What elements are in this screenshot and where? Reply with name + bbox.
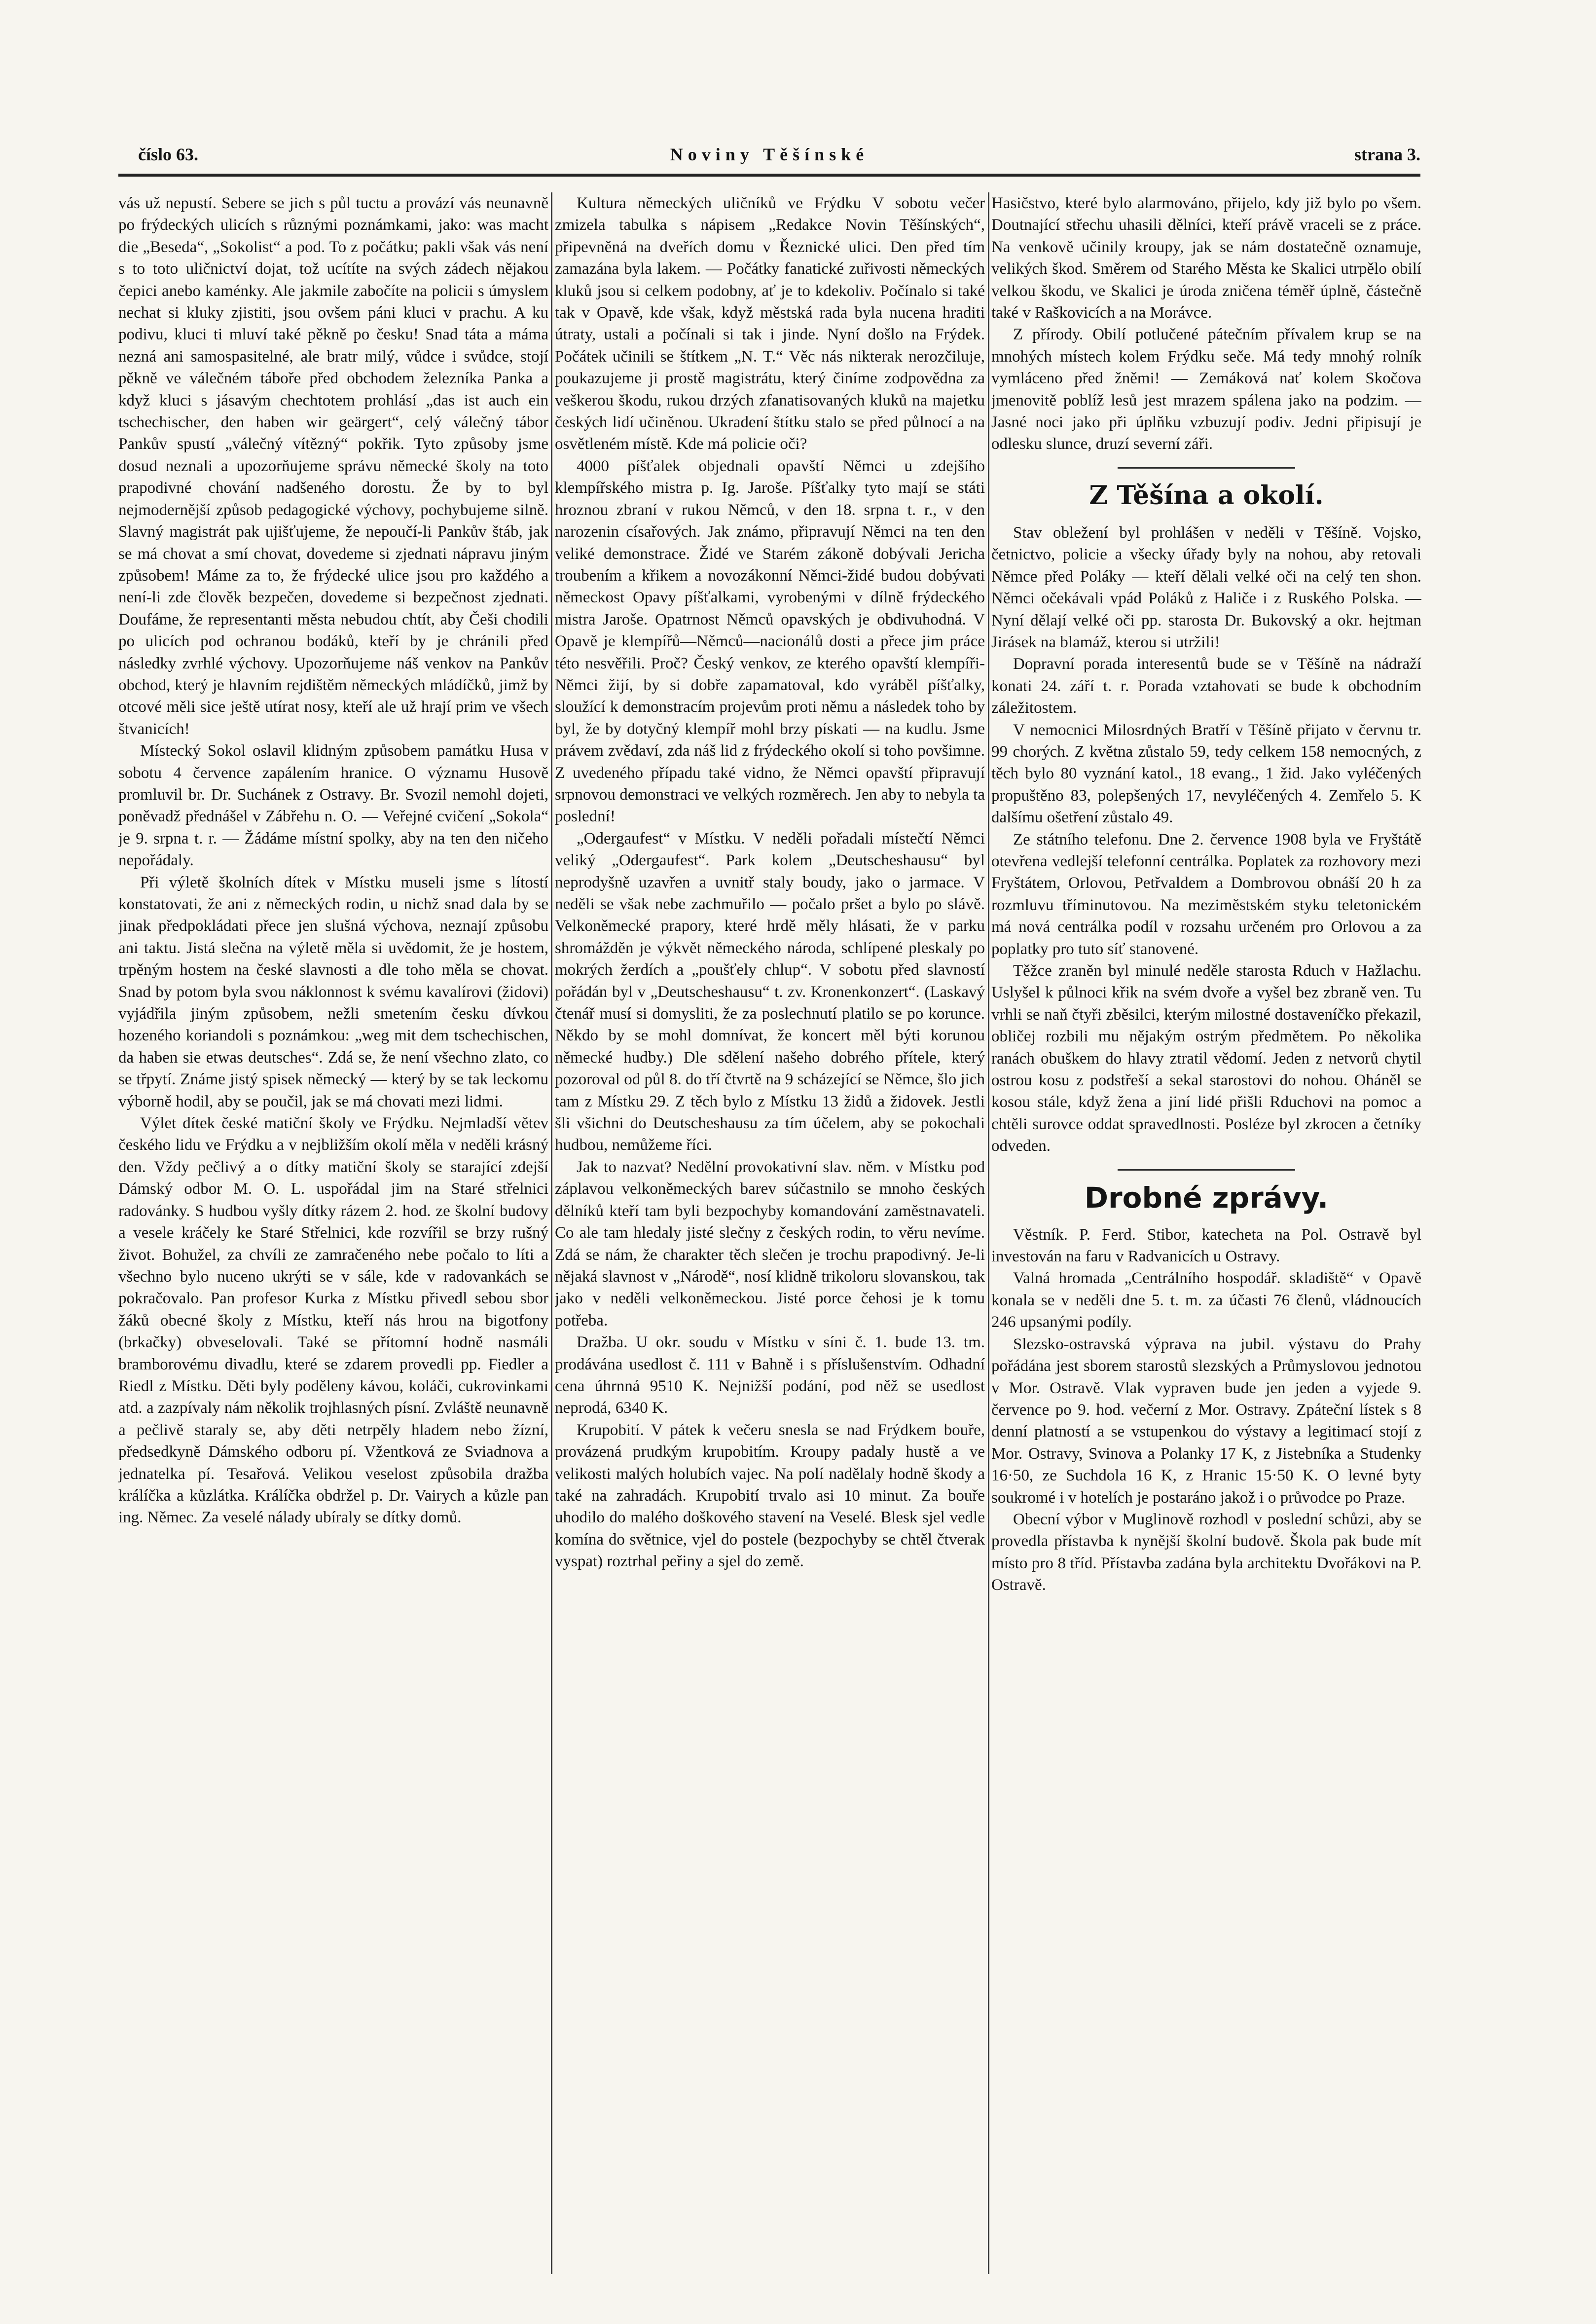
article-paragraph: Dopravní porada interesentů bude se v Těšíně na nádraží konati 24. září t. r. Porada vztahovati se bude k obchodním záležitostem.	[991, 655, 1421, 717]
article-paragraph: V nemocnici Milosrdných Bratří v Těšíně přijato v červnu tr. 99 chorých. Z května zůstalo 59, tedy celkem 158 nemocných, z těch bylo 80 vyznání katol., 18 evang., 1 žid. Jako vyléčených propuštěno 83, polepšených 17, nevyléčených 4. Zemřelo 5. K dalšímu ošetření zůstalo 49.	[991, 721, 1421, 827]
column-divider	[988, 192, 989, 2274]
section-heading-drobne: Drobné zprávy.	[1084, 1180, 1329, 1215]
article-paragraph: Výlet dítek české matiční školy ve Frýdku. Nejmladší větev českého lidu ve Frýdku a v nejbližším okolí měla v neděli krásný den. Vždy pečlivý a o dítky matiční školy se starající zdejší Dámský odbor M. O. L. uspořádal jim na Staré střelnici radovánky. S hudbou vyšly dítky rázem 2. hod. ze školní budovy a vesele kráčely ke Staré Střelnici, kde rozvířil se brzy rušný život. Bohužel, za chvíli ze zamračeného nebe počalo to líti a všechno bylo nuceno ukrýti se v sále, kde v radovankách se pokračovalo. Pan profesor Kurka z Místku přivedl sebou sbor žáků obecné školy z Místku, kteří nás hrou na bigotfony (brkačky) obveselovali. Také se přítomní hodně nasmáli bramborovému divadlu, které se zdarem provedli pp. Fiedler a Riedl z Místku. Děti byly poděleny kávou, koláči, cukrovinkami atd. a zazpívaly nám několik trojhlasných písní. Zvláště neunavně a pečlivě staraly se, aby děti netrpěly hladem nebo žízní, předsedkyně Dámského odboru pí. Vžentková ze Sviadnova a jednatelka pí. Tesařová. Velikou veselost způsobila dražba králíčka a kůzlátka. Králíčka obdržel p. Dr. Vairych a kůzle pan ing. Němec. Za veselé nálady ubíraly se dítky domů.	[118, 1114, 548, 1527]
article-paragraph: Věstník. P. Ferd. Stibor, katecheta na Pol. Ostravě byl investován na faru v Radvanicích u Ostravy.	[991, 1225, 1421, 1266]
column-1	[118, 192, 548, 2284]
section-rule	[1118, 1169, 1295, 1171]
column-divider	[551, 192, 552, 2274]
column-3	[991, 192, 1421, 2284]
article-paragraph: Při výletě školních dítek v Místku museli jsme s lítostí konstatovati, že ani z německých rodin, u nichž snad dala by se jinak předpokládati přece jen slušná výchova, neznají způsobu ani taktu. Jistá slečna na výletě měla si uvědomit, že je hostem, trpěným hostem na české slavnosti a dle toho měla se chovat. Snad by potom byla svou náklonnost k svému kavalírovi (židovi) vyjádřila jiným způsobem, nežli smetením česku dívkou hozeného koriandoli s poznámkou: „weg mit dem tschechischen, da haben sie etwas deutsches“. Zdá se, že není všechno zlato, co se třpytí. Známe jistý spisek německý — který by se tak leckomu výborně hodil, aby se poučil, jak se má chovati mezi lidmi.	[118, 873, 548, 1110]
article-paragraph: Ze státního telefonu. Dne 2. července 1908 byla ve Fryštátě otevřena vedlejší telefonní centrálka. Poplatek za rozhovory mezi Fryštátem, Orlovou, Petřvaldem a Dombrovou obnáší 20 h za rozmluvu tříminutovou. Na meziměstském styku teletonickém má nová centrálka podíl v rozsahu určeném pro Orlovou a za poplatky pro tuto síť stanovené.	[991, 830, 1421, 958]
article-paragraph: Slezsko-ostravská výprava na jubil. výstavu do Prahy pořádána jest sborem starostů slezských a Průmyslovou jednotou v Mor. Ostravě. Vlak vypraven bude jen jeden a vyjede 9. července po 9. hod. večerní z Mor. Ostravy. Zpáteční lístek s 8 denní platností a se vstupenkou do výstavy a legitimací stojí z Mor. Ostravy, Svinova a Polanky 17 K, z Jistebníka a Studenky 16·50, ze Suchdola 16 K, z Hranic 15·50 K. O levné byty soukromé i v hotelích je postaráno jakož i o průvodce po Praze.	[991, 1335, 1421, 1507]
article-paragraph: Krupobití. V pátek k večeru snesla se nad Frýdkem bouře, provázená prudkým krupobitím. Kroupy padaly hustě a ve velikosti malých holubích vajec. Na polí nadělaly hodně škody a také na zahradách. Krupobití trvalo asi 10 minut. Za bouře uhodilo do malého doškového stavení na Veselé. Blesk sjel vedle komína do světnice, vjel do postele (bezpochyby se chtěl čtverak vyspat) roztrhal peřiny a sjel do země.	[555, 1421, 985, 1571]
article-paragraph: Z přírody. Obilí potlučené pátečním přívalem krup se na mnohých místech kolem Frýdku seče. Má tedy mnohý rolník vymláceno před žněmi! — Zemáková nať kolem Skočova jmenovitě poblíž lesů jest mrazem spálena jako na podzim. — Jasné noci jako při úplňku vzbuzují podiv. Jedni připisují je odlesku slunce, druzí severní záři.	[991, 326, 1421, 453]
article-paragraph: Hasičstvo, které bylo alarmováno, přijelo, kdy již bylo po všem. Doutnající střechu uhasili dělníci, kteří právě vraceli se z práce. Na venkově učinily kroupy, jak se nám dostatečně oznamuje, velikých škod. Směrem od Starého Města ke Skalici utrpělo obilí velkou škodu, ve Skalici je úroda zničena téměř úplně, částečně také v Raškovicích a na Morávce.	[991, 194, 1421, 322]
column-2	[555, 192, 985, 2284]
article-paragraph: „Odergaufest“ v Místku. V neděli pořadali místečtí Němci veliký „Odergaufest“. Park kolem „Deutscheshausu“ byl neprodyšně uzavřen a uvnitř staly boudy, jako o jarmace. V neděli se však nebe zachmuřilo — počalo pršet a bylo po slávě. Velkoněmecké prapory, které hrdě měly hlásati, že v parku shromážděn je výkvět německého národa, schlípené pleskaly po mokrých žerdích a „poušťely chlup“. V sobotu před slavností pořádán byl v „Deutscheshausu“ t. zv. Kronenkonzert“. (Laskavý čtenář musí si domysliti, že za poslechnutí platilo se po koruncе. Někdo by se mohl domnívat, že koncert měl býti korunou německé hudby.) Dle sdělení našeho dobrého přítele, který pozoroval od půl 8. do tří čtvrtě na 9 scházející se Němce, šlo jich tam z Místku 29. Z těch bylo z Místku 13 židů a židovek. Jestli šli všichni do Deutscheshausu za tím účelem, aby se pokochali hudbou, nemůžeme říci.	[555, 829, 985, 1154]
page-number: strana 3.	[1354, 145, 1420, 164]
article-paragraph: Dražba. U okr. soudu v Místku v síni č. 1. bude 13. tm. prodávána usedlost č. 111 v Bahně i s příslušenstvím. Odhadní cena úhrnná 9510 K. Nejnižší podání, pod něž se usedlost neprodá, 6340 K.	[555, 1333, 985, 1417]
page-header	[118, 144, 1420, 174]
issue-number: číslo 63.	[138, 145, 198, 164]
article-paragraph: Místecký Sokol oslavil klidným způsobem památku Husa v sobotu 4 července zapálením hranice. O významu Husově promluvil br. Dr. Suchánek z Ostravy. Br. Svozil nemohl dojeti, poněvadž přednášel v Zábřehu n. O. — Veřejné cvičení „Sokola“ je 9. srpna t. r. — Žádáme místní spolky, aby na ten den ničeho nepořádaly.	[118, 742, 548, 870]
section-rule	[1118, 467, 1295, 469]
section-heading-tesin: Z Těšína a okolí.	[1089, 480, 1324, 511]
newspaper-title: Noviny Těšínské	[670, 145, 869, 164]
article-paragraph: vás už nepustí. Sebere se jich s půl tuctu a provází vás neunavně po frýdeckých ulicích s různými poznámkami, jako: was macht die „Beseda“, „Sokolist“ a pod. To z počátku; pakli však vás není s to toto uličnictví dojat, tož ucítíte na svých zádech nějakou čepici anebo kaménky. Ale jakmile zabočíte na policii s úmyslem nechat si kluky zjistiti, jsou ovšem páni kluci v prachu. A ku podivu, kluci ti mluví také pěkně po česku! Snad táta a máma nezná ani samospasitelné, ale bratr milý, vůdce i svůdce, stojí pěkně ve válečném táboře před obchodem železníka Panka a když kluci s jásavým chechtotem prohlásí „das ist auch ein tschechischer, den haben wir geärgert“, celý válečný tábor Pankův spustí „válečný vítězný“ pokřik. Tyto způsoby jsme dosud neznali a upozorňujeme správu německé školy na toto prapodivné chování nadšeného dorostu. Že by to byl nejmodernější způsob pedagogické výchovy, pochybujeme silně. Slavný magistrát pak ujišťujeme, že nepoučí-li Pankův štáb, jak se má chovat a smí chovat, dovedeme si zjednati nápravu jiným způsobem! Máme za to, že frýdecké ulice jsou pro každého a není-li zde člověk bezpečen, dovedeme si bezpečnost zjednati. Doufáme, že representanti města nebudou chtít, aby Češi chodili po ulicích pod ochranou bodáků, kteří by je chránili před následky zvrhlé výchovy. Upozorňujeme náš venkov na Pankův obchod, který je hlavním rejdištěm německých mládíčků, jimž by otcové měli sice ještě utírat nosy, kteří ale už hrají prim ve všech štvanicích!	[118, 194, 548, 738]
article-paragraph: Stav obležení byl prohlášen v neděli v Těšíně. Vojsko, četnictvo, policie a všecky úřady byly na nohou, aby retovali Němce před Poláky — kteří dělali velké oči na celý ten shon. Němci očekávali vpád Poláků z Haliče i z Ruského Polska. — Nyní dělají velké oči pp. starosta Dr. Bukovský a okr. hejtman Jirásek na blamáž, kterou si utržili!	[991, 523, 1421, 651]
article-paragraph: 4000 píšťalek objednali opavští Němci u zdejšího klempířského mistra p. Ig. Jaroše. Píšťalky tyto mají se státi hroznou zbraní v rukou Němců, v den 18. srpna t. r., v den narozenin císařových. Jak známo, připravují Němci na ten den veliké demonstrace. Židé ve Starém zákoně dobývali Jericha troubením a křikem a novozákonní Němci-židé budou dobývati německost Opavy píšťalkami, vyrobenými v dílně frýdeckého mistra Jaroše. Opatrnost Němců opavských je obdivuhodná. V Opavě je klempířů—Němců—nacionálů dosti a přece jim práce této nesvěřili. Proč? Český venkov, ze kterého opavští klempíři-Němci žijí, by si dobře zapamatoval, kdo vyráběl píšťalky, sloužící k demonstracím projevům proti němu a následek toho by byl, že by dotyčný klempíř mohl brzy pískati — na kudlu. Jsme právem zvědaví, zda náš lid z frýdeckého okolí si toho povšimne. Z uvedeného případu také vidno, že Němci opavští připravují srpnovou demonstraci ve velkých rozměrech. Jen aby to nebyla ta poslední!	[555, 457, 985, 826]
article-paragraph: Jak to nazvat? Nedělní provokativní slav. něm. v Místku pod záplavou velkoněmeckých barev súčastnilo se mnoho českých dělníků kteří tam byli bezpochyby komandování zaměstnavateli. Co ale tam hledaly jisté slečny z českých rodin, to věru nevíme. Zdá se nám, že charakter těch slečen je trochu prapodivný. Je-li nějaká slavnost v „Národě“, nosí klidně trikoloru slovanskou, tak jako v neděli velkoněmeckou. Jisté porce čehosi je k tomu potřeba.	[555, 1158, 985, 1329]
header-rule	[118, 174, 1420, 177]
article-paragraph: Valná hromada „Centrálního hospodář. skladiště“ v Opavě konala se v neděli dne 5. t. m. za účasti 76 členů, vládnoucích 246 upsanými podíly.	[991, 1269, 1421, 1331]
article-paragraph: Kultura německých uličníků ve Frýdku V sobotu večer zmizela tabulka s nápisem „Redakce Novin Těšínských“, připevněná na dveřích domu v Řeznické ulici. Den před tím zamazána byla lakem. — Počátky fanatické zuřivosti německých kluků jsou si celkem podobny, ať je to kdekoliv. Počínalo si také tak v Opavě, kde však, když městská rada byla nucena hraditi útraty, ustali a počínali si tak i jinde. Nyní došlo na Frýdek. Počátek učinili se štítkem „N. T.“ Věc nás nikterak nerozčiluje, poukazujeme ji prostě magistrátu, který činíme zodpovědna za veškerou škodu, rukou drzých zfanatisovaných kluků na majetku českých lidí učiněnou. Ukradení štítku stalo se před půlnocí a na osvětleném místě. Kde má policie oči?	[555, 194, 985, 453]
article-paragraph: Obecní výbor v Muglinově rozhodl v poslední schůzi, aby se provedla přístavba k nynější školní budově. Škola pak bude mít místo pro 8 tříd. Přístavba zadána byla architektu Dvořákovi na P. Ostravě.	[991, 1510, 1421, 1594]
article-paragraph: Těžce zraněn byl minulé neděle starosta Rduch v Hažlachu. Uslyšel k půlnoci křik na svém dvoře a vyšel bez zbraně ven. Tu vrhli se naň čtyři zběsilci, kterým milostné dostaveníčko překazil, obličej rozbili mu nějakým ostrým předmětem. Po několika ranách obuškem do hlavy ztratil vědomí. Jeden z netvorů chytil ostrou kosu z podstřeší a sekal starostovi do nohou. Oháněl se kosou stále, když žena a jiní lidé přišli Rduchovi na pomoc a chtěli surovce oddat spravedlnosti. Posléze byl zkrocen a četníky odveden.	[991, 962, 1421, 1155]
